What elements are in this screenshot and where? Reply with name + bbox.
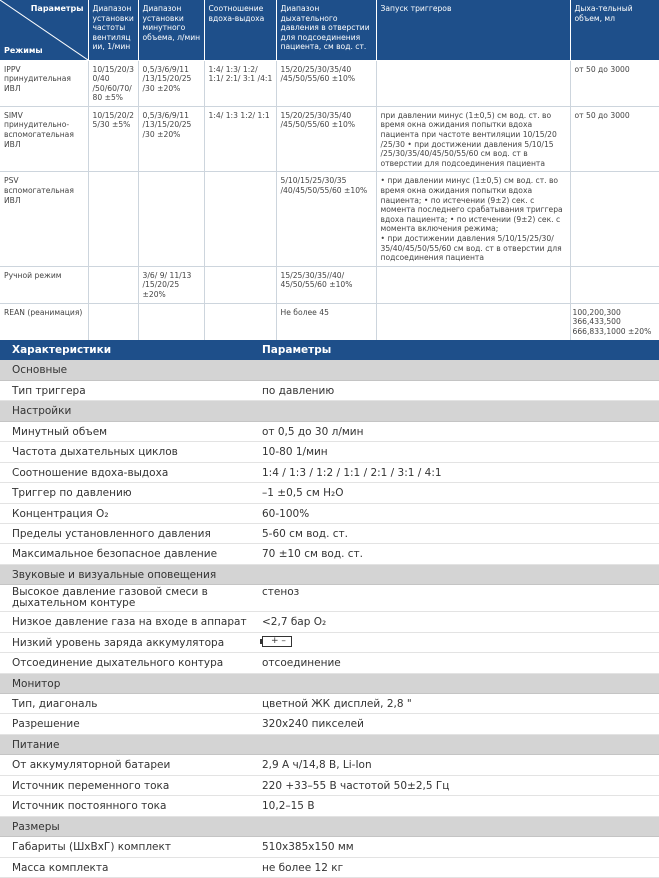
modes-corner-cell (0, 0, 88, 60)
section-title: Настройки (12, 405, 72, 418)
spec-key: Габариты (ШхВхГ) комплект (12, 841, 171, 854)
spec-key: Соотношение вдоха-выдоха (12, 466, 169, 479)
spec-key: Низкий уровень заряда аккумулятора (12, 636, 225, 649)
spec-row (0, 504, 659, 524)
spec-value: 60-100% (262, 507, 310, 520)
spec-row (0, 612, 659, 632)
spec-row (0, 524, 659, 544)
ratio-cell (204, 266, 276, 303)
spec-key: Пределы установленного давления (12, 527, 211, 540)
trigger-cell (376, 172, 570, 266)
ratio-cell: 1:4/ 1:3 1:2/ 1:1 (204, 106, 276, 172)
trigger-cell (376, 266, 570, 303)
mode-row-manual (0, 266, 659, 303)
battery-label: + – (271, 636, 286, 647)
spec-row (0, 442, 659, 462)
section-basic (0, 360, 659, 380)
section-dimensions (0, 817, 659, 837)
spec-value: 1:4 / 1:3 / 1:2 / 1:1 / 2:1 / 3:1 / 4:1 (262, 466, 442, 479)
spec-key: Триггер по давлению (12, 487, 132, 500)
pressure-cell: 15/25/30/35//40/ 45/50/55/60 ±10% (276, 266, 376, 303)
mode-row-psv (0, 172, 659, 266)
spec-row (0, 463, 659, 483)
spec-key: Высокое давление газовой смеси в дыхательном контуре (12, 586, 208, 610)
spec-row (0, 585, 659, 612)
ratio-cell: 1:4/ 1:3/ 1:2/ 1:1/ 2:1/ 3:1 /4:1 (204, 60, 276, 106)
corner-modes-label: Режимы (4, 45, 43, 55)
spec-key: Тип, диагональ (12, 698, 98, 710)
spec-value: 220 +33–55 В частотой 50±2,5 Гц (262, 779, 450, 792)
mode-name: IPPV принудительная ИВЛ (0, 60, 88, 106)
trigger-cell (376, 60, 570, 106)
spec-key: От аккумуляторной батареи (12, 759, 171, 772)
spec-key: Масса комплекта (12, 861, 109, 874)
spec-value: цветной ЖК дисплей, 2,8 " (262, 698, 412, 710)
spec-value: 5-60 см вод. ст. (262, 527, 348, 540)
specs-header-row (0, 340, 659, 360)
spec-value: 2,9 А ч/14,8 В, Li-Ion (262, 759, 372, 772)
section-title: Основные (12, 364, 68, 377)
volume-cell (570, 172, 659, 266)
spec-key: Минутный объем (12, 425, 108, 438)
specs-table (0, 340, 659, 878)
spec-key: Низкое давление газа на входе в аппарат (12, 616, 247, 629)
spec-value: 510х385х150 мм (262, 841, 354, 854)
section-title: Размеры (12, 820, 60, 833)
spec-row (0, 858, 659, 878)
spec-value: не более 12 кг (262, 861, 344, 874)
pressure-cell: 5/10/15/25/30/35 /40/45/50/55/60 ±10% (276, 172, 376, 266)
section-title: Монитор (12, 677, 61, 690)
spec-row (0, 796, 659, 816)
freq-cell (88, 172, 138, 266)
spec-row (0, 694, 659, 714)
spec-key: Источник переменного тока (12, 779, 170, 792)
spec-row (0, 776, 659, 796)
specs-header-parameters: Параметры (262, 344, 332, 356)
spec-row (0, 381, 659, 401)
trigger-item: • при достижении давления 5/10/15/25/30/ 35/40/45/50/55/60 см вод. ст в отверстии для подсоединения пациента (380, 234, 562, 263)
spec-value: от 0,5 до 30 л/мин (262, 425, 364, 438)
spec-row (0, 483, 659, 503)
trigger-item: • при давлении минус (1±0,5) см вод. ст. во время окна ожидания попытки вдоха пациента; • по истечении (9±2) сек. с момента последнего срабатывания триггера вдоха пациента; • по истечении (9±2) сек. с момента включения режима; (380, 176, 563, 234)
mode-name: PSV вспомогательная ИВЛ (0, 172, 88, 266)
spec-value: по давлению (262, 384, 335, 397)
mode-name: REAN (реанимация) (0, 303, 88, 350)
volume-cell: от 50 до 3000 (570, 60, 659, 106)
minute-cell: 3/6/ 9/ 11/13 /15/20/25 ±20% (138, 266, 204, 303)
spec-value: 70 ±10 см вод. ст. (262, 548, 364, 561)
spec-row (0, 714, 659, 734)
header-ratio: Соотношение вдоха-выдоха (204, 0, 276, 60)
section-title: Питание (12, 738, 60, 751)
volume-cell: 100,200,300 366,433,500 666,833,1000 ±20% (570, 303, 659, 350)
spec-value: стеноз (262, 586, 300, 599)
spec-value: 320х240 пикселей (262, 718, 364, 731)
header-freq: Диапазон установки частоты вентиляции, 1/мин (88, 0, 138, 60)
battery-icon (262, 636, 292, 647)
mode-row-simv (0, 106, 659, 172)
spec-key: Тип триггера (12, 384, 86, 397)
modes-table (0, 0, 659, 351)
pressure-cell: 15/20/25/30/35/40 /45/50/55/60 ±10% (276, 60, 376, 106)
spec-key: Концентрация O₂ (12, 507, 109, 520)
corner-params-label: Параметры (30, 4, 84, 13)
minute-cell: 0,5/3/6/9/11 /13/15/20/25 /30 ±20% (138, 60, 204, 106)
spec-key: Разрешение (12, 718, 80, 731)
spec-value: отсоединение (262, 657, 341, 670)
section-alerts (0, 565, 659, 585)
header-trigger: Запуск триггеров (376, 0, 570, 60)
spec-value: 10,2–15 В (262, 800, 315, 813)
header-tidal-volume: Дыха-тельный объем, мл (570, 0, 659, 60)
section-settings (0, 401, 659, 421)
pressure-cell: Не более 45 (276, 303, 376, 350)
section-title: Звуковые и визуальные оповещения (12, 568, 217, 581)
spec-key: Максимальное безопасное давление (12, 548, 218, 561)
spec-value (262, 633, 292, 653)
spec-row (0, 653, 659, 673)
mode-name: Ручной режим (0, 266, 88, 303)
trigger-cell: при давлении минус (1±0,5) см вод. ст. во время окна ожидания попытки вдоха пациента при частоте вентиляции 10/15/20 /25/30 • при достижении давления 5/10/15 /25/30/35/40/45/50/55/60 см вод. ст в отверстии для подсоединения пациента (376, 106, 570, 172)
ratio-cell (204, 172, 276, 266)
specs-header-characteristics: Характеристики (12, 344, 112, 356)
freq-cell: 10/15/20/25/30 ±5% (88, 106, 138, 172)
volume-cell (570, 266, 659, 303)
header-pressure: Диапазон дыхательного давления в отверстии для подсоединения пациента, см вод. ст. (276, 0, 376, 60)
spec-row (0, 633, 659, 653)
spec-row (0, 544, 659, 564)
section-monitor (0, 674, 659, 694)
spec-row (0, 755, 659, 775)
mode-row-ippv (0, 60, 659, 106)
section-power (0, 735, 659, 755)
freq-cell (88, 266, 138, 303)
minute-cell: 0,5/3/6/9/11 /13/15/20/25 /30 ±20% (138, 106, 204, 172)
spec-value: –1 ±0,5 см H₂O (262, 487, 344, 500)
minute-cell (138, 172, 204, 266)
spec-value: 10-80 1/мин (262, 446, 328, 459)
spec-key: Отсоединение дыхательного контура (12, 657, 224, 670)
freq-cell: 10/15/20/30/40 /50/60/70/80 ±5% (88, 60, 138, 106)
spec-row (0, 837, 659, 857)
mode-name: SIMV принудительно-вспомогательная ИВЛ (0, 106, 88, 172)
spec-key: Частота дыхательных циклов (12, 446, 178, 459)
pressure-cell: 15/20/25/30/35/40 /45/50/55/60 ±10% (276, 106, 376, 172)
spec-value: <2,7 бар O₂ (262, 616, 327, 629)
modes-header-row (0, 0, 659, 60)
header-minute-volume: Диапазон установки минутного объема, л/мин (138, 0, 204, 60)
spec-row (0, 422, 659, 442)
spec-key: Источник постоянного тока (12, 800, 167, 813)
volume-cell: от 50 до 3000 (570, 106, 659, 172)
